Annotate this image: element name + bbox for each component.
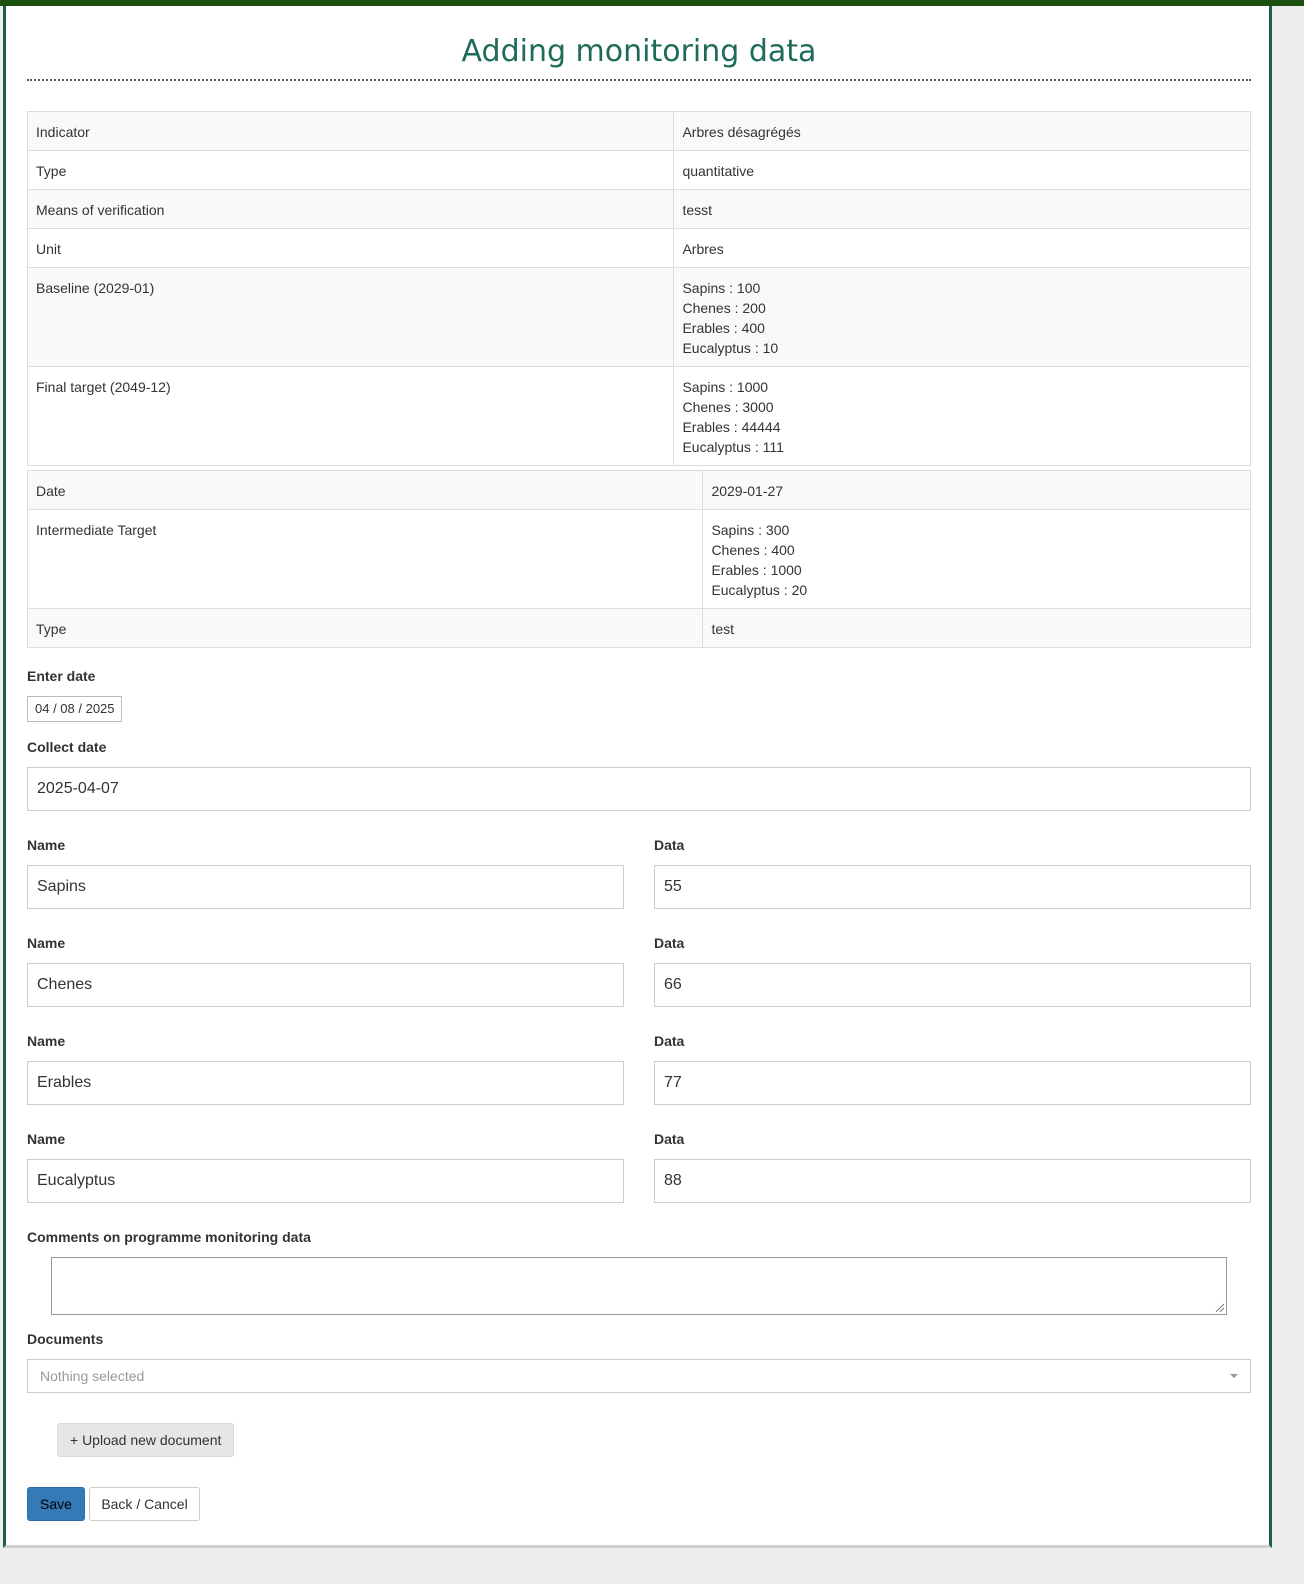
value-line: Erables : 1000 [711,562,802,578]
row-label: Intermediate Target [28,510,703,609]
value-line: Sapins : 1000 [682,379,769,395]
row-value [674,268,1251,367]
data-label: Data [654,1033,685,1049]
collect-date-label: Collect date [27,739,107,755]
data-label: Data [654,1131,685,1147]
enter-date-input[interactable]: 04 / 08 / 2025 [27,696,122,722]
value-line: Sapins : 300 [711,522,790,538]
row-label: Baseline (2029-01) [28,268,674,367]
documents-select-value: Nothing selected [40,1368,145,1384]
comments-label: Comments on programme monitoring data [27,1229,311,1245]
row-value [703,471,1251,510]
value-line: quantitative [682,163,755,179]
row-label: Means of verification [28,190,674,229]
name-input[interactable]: Erables [27,1061,624,1105]
row-label: Unit [28,229,674,268]
row-value [674,112,1251,151]
data-input[interactable]: 77 [654,1061,1251,1105]
table-row [28,471,1251,510]
table-row [28,510,1251,609]
caret-down-icon [1230,1374,1238,1378]
collect-date-input[interactable]: 2025-04-07 [27,767,1251,811]
table-row [28,609,1251,648]
target-table [27,470,1251,648]
row-label: Date [28,471,703,510]
row-value [674,367,1251,466]
value-line: Erables : 400 [682,320,765,336]
row-value [674,151,1251,190]
row-label: Indicator [28,112,674,151]
page-title: Adding monitoring data [461,34,817,69]
value-line: tesst [682,202,713,218]
data-input[interactable]: 55 [654,865,1251,909]
data-label: Data [654,837,685,853]
value-line: Chenes : 400 [711,542,795,558]
documents-label: Documents [27,1331,104,1347]
row-label: Type [28,609,703,648]
comments-textarea[interactable] [51,1257,1227,1315]
table-row [28,229,1251,268]
enter-date-label: Enter date [27,668,96,684]
name-label: Name [27,935,66,951]
value-line: Sapins : 100 [682,280,761,296]
row-label: Final target (2049-12) [28,367,674,466]
name-input[interactable]: Sapins [27,865,624,909]
title-divider [27,79,1251,81]
indicator-table [27,111,1251,466]
name-label: Name [27,1131,66,1147]
value-line: Arbres [682,241,724,257]
table-row [28,367,1251,466]
data-input[interactable]: 66 [654,963,1251,1007]
value-line: Eucalyptus : 111 [682,439,784,455]
row-label: Type [28,151,674,190]
row-value [703,609,1251,648]
save-button[interactable]: Save [27,1487,85,1521]
resize-grip-icon[interactable] [1214,1302,1224,1312]
data-label: Data [654,935,685,951]
documents-select[interactable] [27,1359,1251,1393]
value-line: Eucalyptus : 10 [682,340,779,356]
name-label: Name [27,837,66,853]
value-line: test [711,621,735,637]
table-row [28,112,1251,151]
back-cancel-button[interactable]: Back / Cancel [89,1487,200,1521]
row-value [674,190,1251,229]
main-panel [3,6,1272,1548]
value-line: 2029-01-27 [711,483,784,499]
value-line: Chenes : 3000 [682,399,774,415]
value-line: Arbres désagrégés [682,124,801,140]
table-row [28,190,1251,229]
table-row [28,151,1251,190]
value-line: Chenes : 200 [682,300,766,316]
name-input[interactable]: Chenes [27,963,624,1007]
value-line: Eucalyptus : 20 [711,582,808,598]
name-label: Name [27,1033,66,1049]
data-input[interactable]: 88 [654,1159,1251,1203]
name-input[interactable]: Eucalyptus [27,1159,624,1203]
upload-document-button[interactable]: + Upload new document [57,1423,234,1457]
value-line: Erables : 44444 [682,419,781,435]
table-row [28,268,1251,367]
row-value [703,510,1251,609]
row-value [674,229,1251,268]
